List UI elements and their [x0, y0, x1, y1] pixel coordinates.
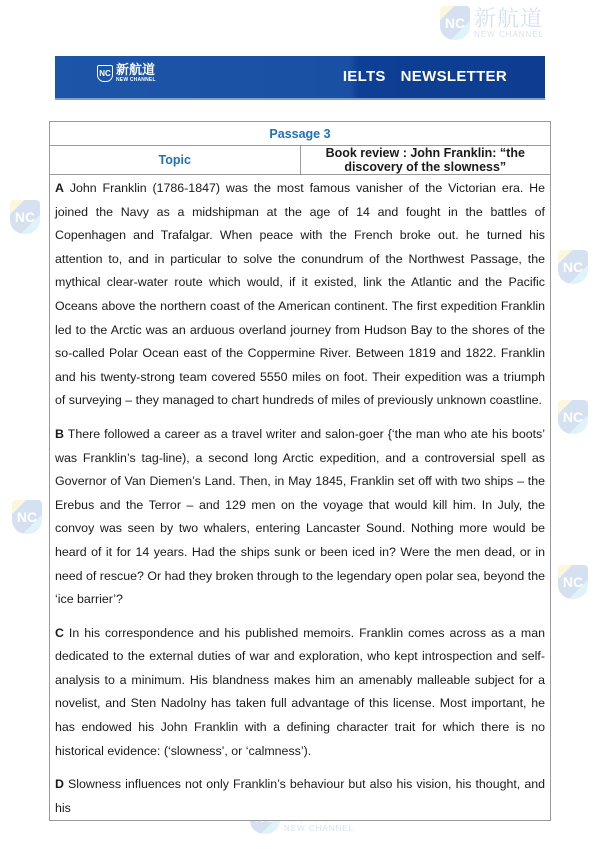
- brand-logo: [97, 63, 156, 84]
- watermark-shield-icon: NC: [558, 565, 588, 599]
- passage-table: [49, 121, 551, 821]
- newsletter-title: IELTS NEWSLETTER: [342, 68, 507, 85]
- brand-name-en: NEW CHANNEL: [116, 76, 156, 83]
- paragraph-a: [55, 177, 545, 413]
- watermark-shield-icon: NC: [10, 200, 40, 234]
- nc-shield-icon: NC: [97, 65, 113, 82]
- paragraph-c: [55, 622, 545, 764]
- brand-name-cn: 新航道: [116, 62, 156, 77]
- watermark-logo: [10, 200, 40, 234]
- watermark-brand-en: NEW CHANNEL: [284, 823, 355, 833]
- topic-value: Book review : John Franklin: “the discovery of the slowness”: [300, 146, 551, 175]
- passage-body: [50, 175, 551, 821]
- watermark-shield-icon: NC: [558, 400, 588, 434]
- paragraph-letter: D: [55, 777, 64, 792]
- passage-body-row: [50, 175, 551, 821]
- watermark-shield-icon: NC: [440, 6, 470, 40]
- watermark-shield-icon: NC: [12, 500, 42, 534]
- watermark-brand-cn: 新航道: [474, 5, 544, 31]
- watermark-shield-icon: NC: [558, 250, 588, 284]
- topic-label: Topic: [50, 146, 301, 175]
- paragraph-letter: A: [55, 181, 64, 195]
- paragraph-b: [55, 423, 545, 612]
- watermark-logo: [440, 6, 544, 40]
- header-banner: [55, 56, 545, 98]
- watermark-logo: [558, 400, 588, 434]
- watermark-logo: [558, 565, 588, 599]
- watermark-logo: [12, 500, 42, 534]
- paragraph-d: [55, 773, 545, 820]
- topic-row: [50, 146, 551, 175]
- paragraph-letter: C: [55, 625, 64, 640]
- watermark-logo: [558, 250, 588, 284]
- passage-row: [50, 122, 551, 146]
- paragraph-text: In his correspondence and his published memoirs. Franklin comes across as a man dedicated to the external duties of war and exploration, who kept introspection and self-analysis to a minimum. His blandness makes him an amenably malleable subject for a novelist, and Sten Nadolny has taken full advantage of this license. Most important, he has endowed his John Franklin with a defining character trait for which there is no historical evidence: (‘slowness’, or ‘calmness’).: [55, 625, 545, 758]
- paragraph-text: John Franklin (1786-1847) was the most famous vanisher of the Victorian era. He joined the Navy as a midshipman at the age of 14 and fought in the battles of Copenhagen and Trafalgar. When peace with the French broke out. he turned his attention to, and in particular to solve the conundrum of the Northwest Passage, the mythical clear-water route which would, if it existed, link the Atlantic and the Pacific Oceans above the northern coast of the American continent. The first expedition Franklin led to the Arctic was an arduous overland journey from Hudson Bay to the shores of the so-called Polar Ocean east of the Coppermine River. Between 1819 and 1822. Franklin and his twenty-strong team covered 5550 miles on foot. Their expedition was a triumph of surveying – they managed to chart hundreds of miles of previously unknown coastline.: [55, 181, 545, 408]
- watermark-brand-en: NEW CHANNEL: [474, 29, 545, 39]
- paragraph-text: Slowness influences not only Franklin’s behaviour but also his vision, his thought, and his: [55, 777, 545, 815]
- passage-label: Passage 3: [50, 122, 551, 146]
- paragraph-text: There followed a career as a travel writer and salon-goer {‘the man who ate his boots’ was Franklin’s tag-line), a second long Arctic expedition, and a controversial spell as Governor of Van Diemen’s Land. Then, in May 1845, Franklin set off with two ships – the Erebus and the Terror – and 129 men on the voyage that would kill him. In July, the convoy was seen by two whalers, entering Lancaster Sound. Nothing more would be heard of it for 14 years. Had the ships sunk or been iced in? Were the men dead, or in need of rescue? Or had they broken through to the legendary open polar sea, beyond the ‘ice barrier’?: [55, 426, 545, 607]
- paragraph-letter: B: [55, 426, 64, 441]
